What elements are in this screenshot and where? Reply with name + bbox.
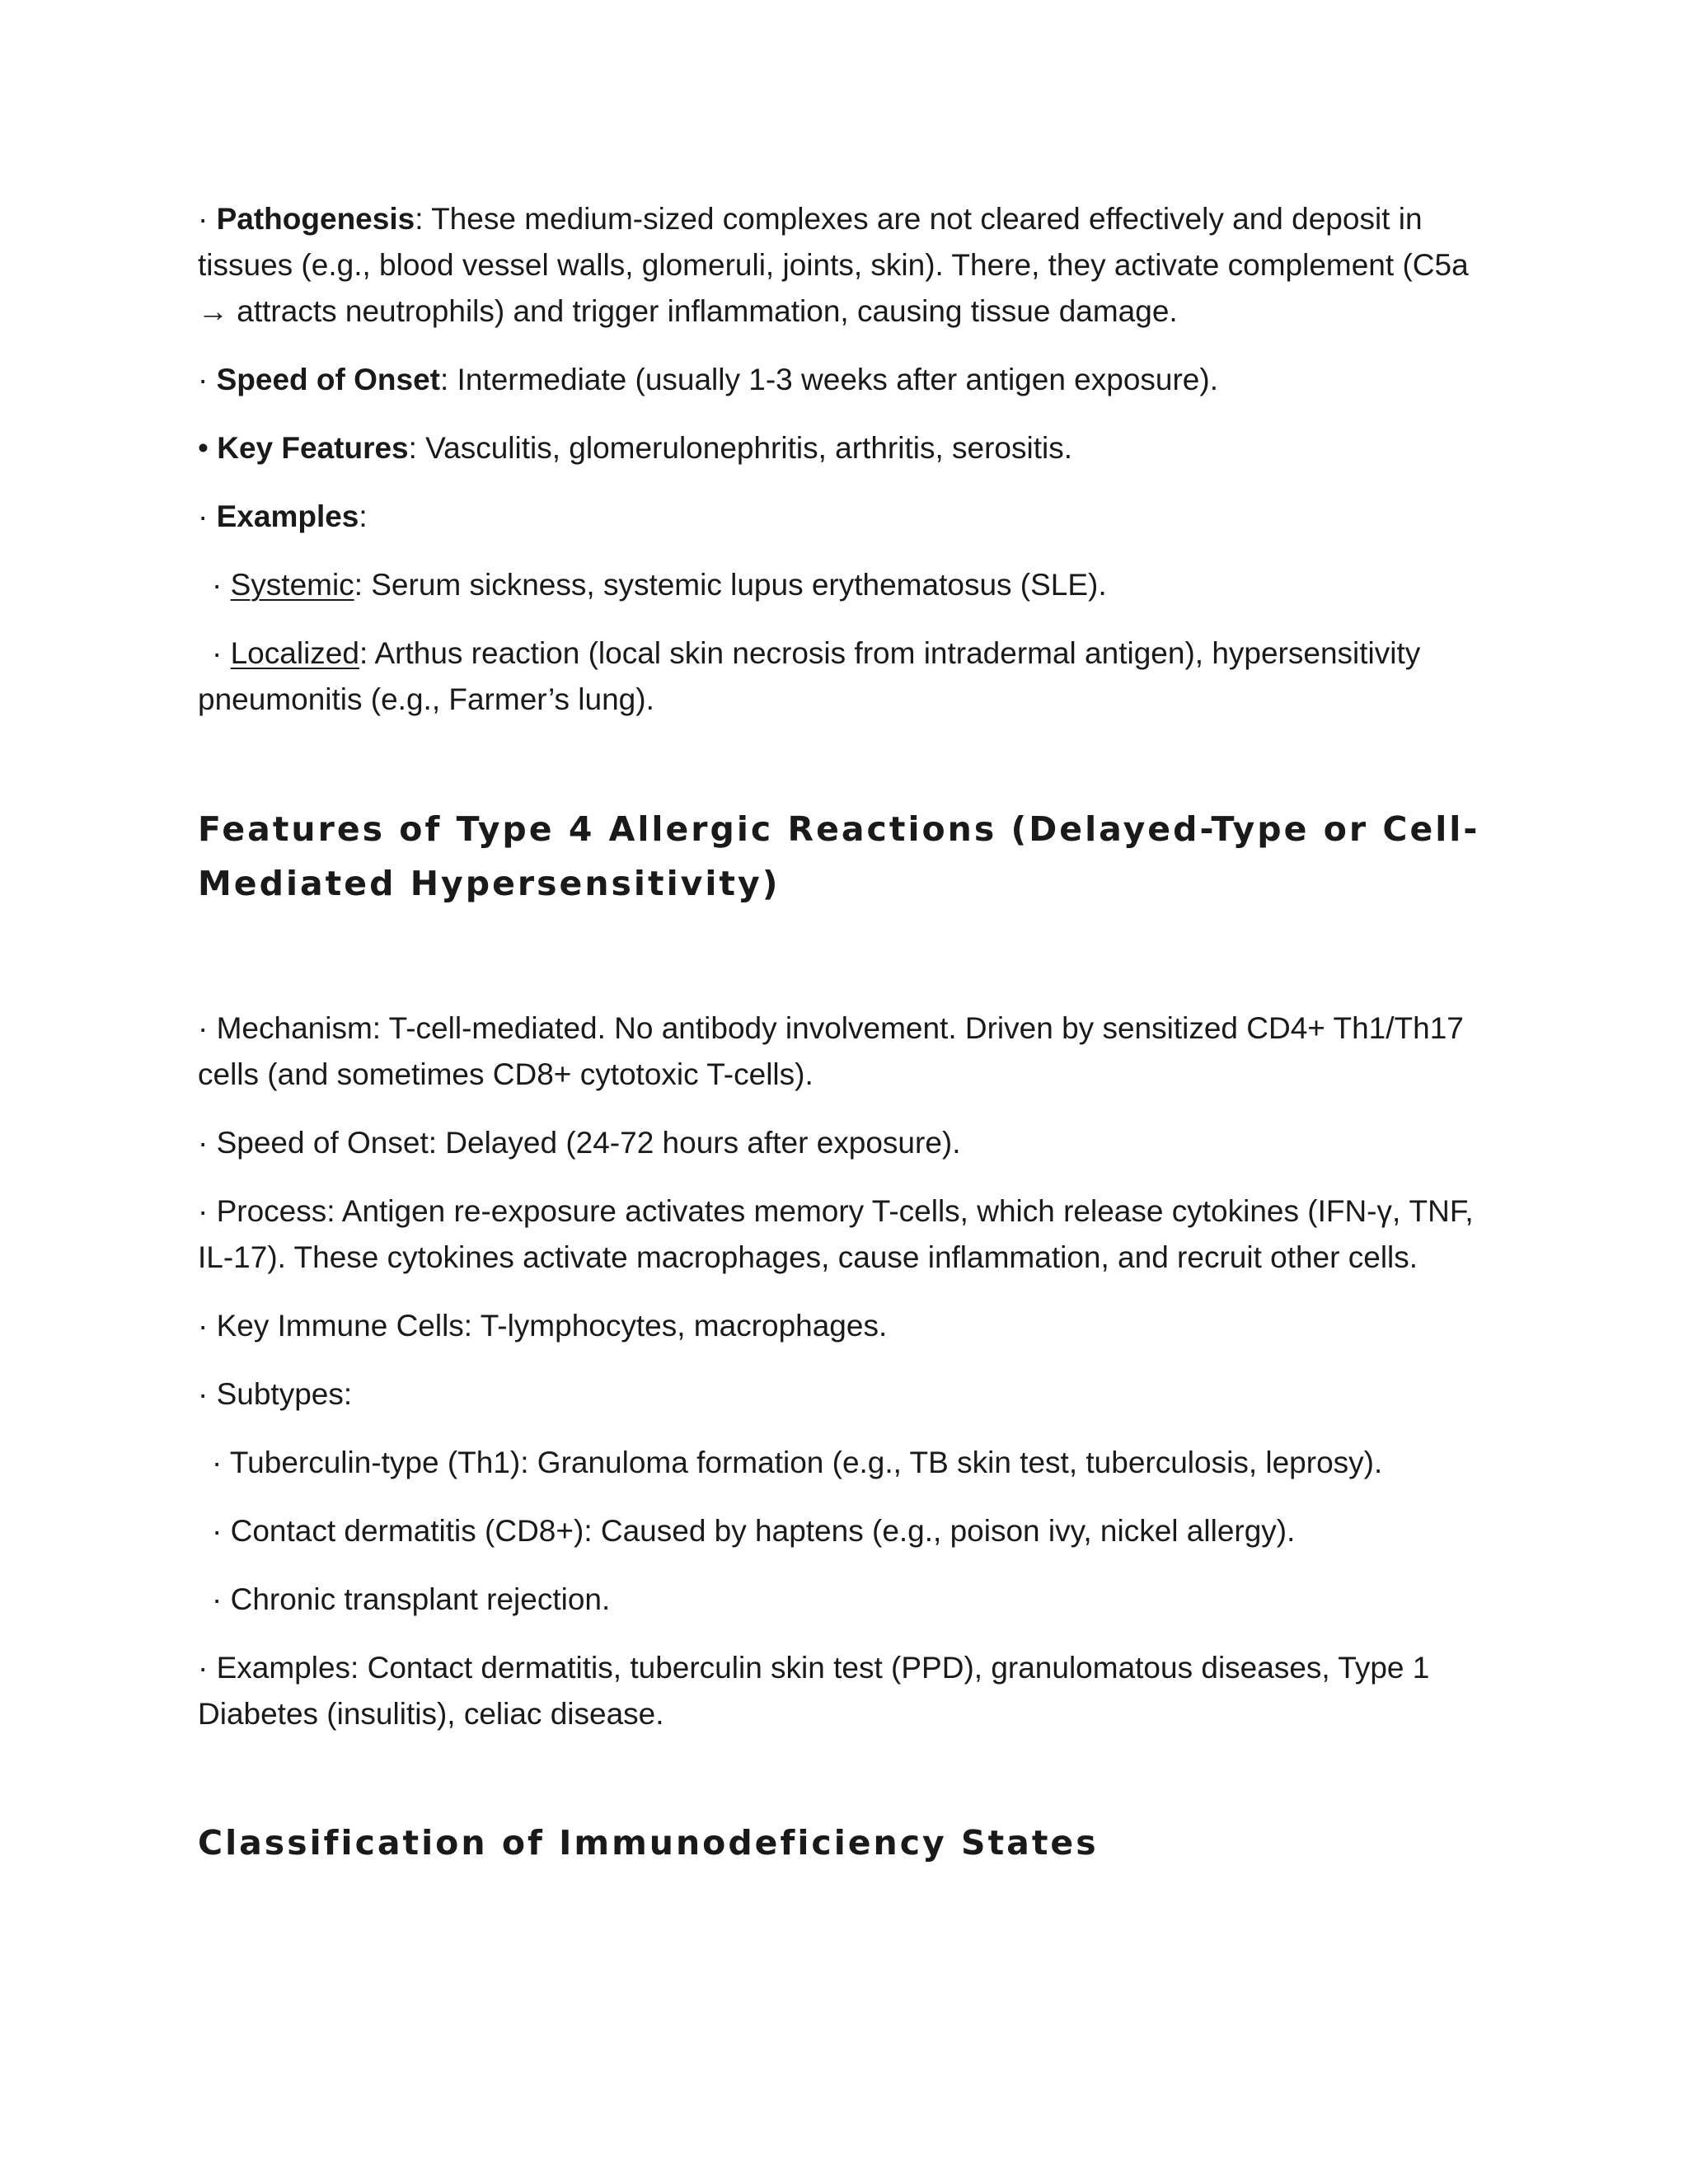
type4-speed-of-onset-paragraph: · Speed of Onset: Delayed (24-72 hours after exposure). bbox=[198, 1126, 961, 1160]
bullet: · bbox=[212, 568, 231, 602]
key-features-paragraph bbox=[198, 425, 1500, 471]
localized-paragraph bbox=[198, 630, 1500, 723]
type4-subtype-item: · Contact dermatitis (CD8+): Caused by haptens (e.g., poison ivy, nickel allergy). bbox=[212, 1514, 1296, 1548]
systemic-label: Systemic bbox=[230, 568, 354, 602]
systemic-paragraph bbox=[198, 562, 1500, 608]
type4-subtypes-label: · Subtypes: bbox=[198, 1377, 353, 1411]
localized-label: Localized bbox=[230, 636, 359, 670]
examples-paragraph bbox=[198, 494, 1500, 540]
type4-key-immune-cells-paragraph: · Key Immune Cells: T-lymphocytes, macrophages. bbox=[198, 1309, 888, 1343]
key-features-text: : Vasculitis, glomerulonephritis, arthritis, serositis. bbox=[408, 431, 1072, 465]
bullet: · bbox=[198, 202, 217, 236]
examples-label: Examples bbox=[216, 499, 359, 533]
examples-text: : bbox=[359, 499, 368, 533]
type4-subtype-item: · Chronic transplant rejection. bbox=[212, 1582, 611, 1616]
bullet: · bbox=[198, 363, 217, 396]
pathogenesis-paragraph bbox=[198, 196, 1500, 335]
speed-of-onset-label: Speed of Onset bbox=[216, 363, 440, 396]
document-page bbox=[198, 196, 1500, 1870]
localized-text: : Arthus reaction (local skin necrosis from intradermal antigen), hypersensitivity pneumonitis (e.g., Farmer’s lung). bbox=[198, 636, 1421, 716]
type4-subtype-item: · Tuberculin-type (Th1): Granuloma formation (e.g., TB skin test, tuberculosis, leprosy). bbox=[212, 1446, 1383, 1479]
pathogenesis-text: : These medium-sized complexes are not cleared effectively and deposit in tissues (e.g., blood vessel walls, glomeruli, joints, skin). There, they activate complement (C5a → attracts neutrophils) and trigger inflammation, causing tissue damage. bbox=[198, 202, 1469, 328]
systemic-text: : Serum sickness, systemic lupus erythematosus (SLE). bbox=[354, 568, 1107, 602]
type4-heading: Features of Type 4 Allergic Reactions (Delayed-Type or Cell-Mediated Hypersensitivity) bbox=[198, 809, 1480, 903]
type4-process-paragraph: · Process: Antigen re-exposure activates memory T-cells, which release cytokines (IFN-γ, TNF, IL-17). These cytokines activate macrophages, cause inflammation, and recruit other cells. bbox=[198, 1194, 1474, 1274]
immunodeficiency-heading: Classification of Immunodeficiency States bbox=[198, 1823, 1099, 1863]
bullet: • bbox=[198, 431, 218, 465]
type4-examples-paragraph: · Examples: Contact dermatitis, tuberculin skin test (PPD), granulomatous diseases, Type 1 Diabetes (insulitis), celiac disease. bbox=[198, 1651, 1430, 1731]
key-features-label: Key Features bbox=[217, 431, 409, 465]
pathogenesis-label: Pathogenesis bbox=[216, 202, 415, 236]
bullet: · bbox=[198, 499, 217, 533]
bullet: · bbox=[212, 636, 231, 670]
type4-mechanism-paragraph: · Mechanism: T-cell-mediated. No antibody involvement. Driven by sensitized CD4+ Th1/Th17 cells (and sometimes CD8+ cytotoxic T-cells). bbox=[198, 1011, 1464, 1091]
speed-of-onset-text: : Intermediate (usually 1-3 weeks after antigen exposure). bbox=[440, 363, 1218, 396]
speed-of-onset-paragraph bbox=[198, 357, 1500, 403]
